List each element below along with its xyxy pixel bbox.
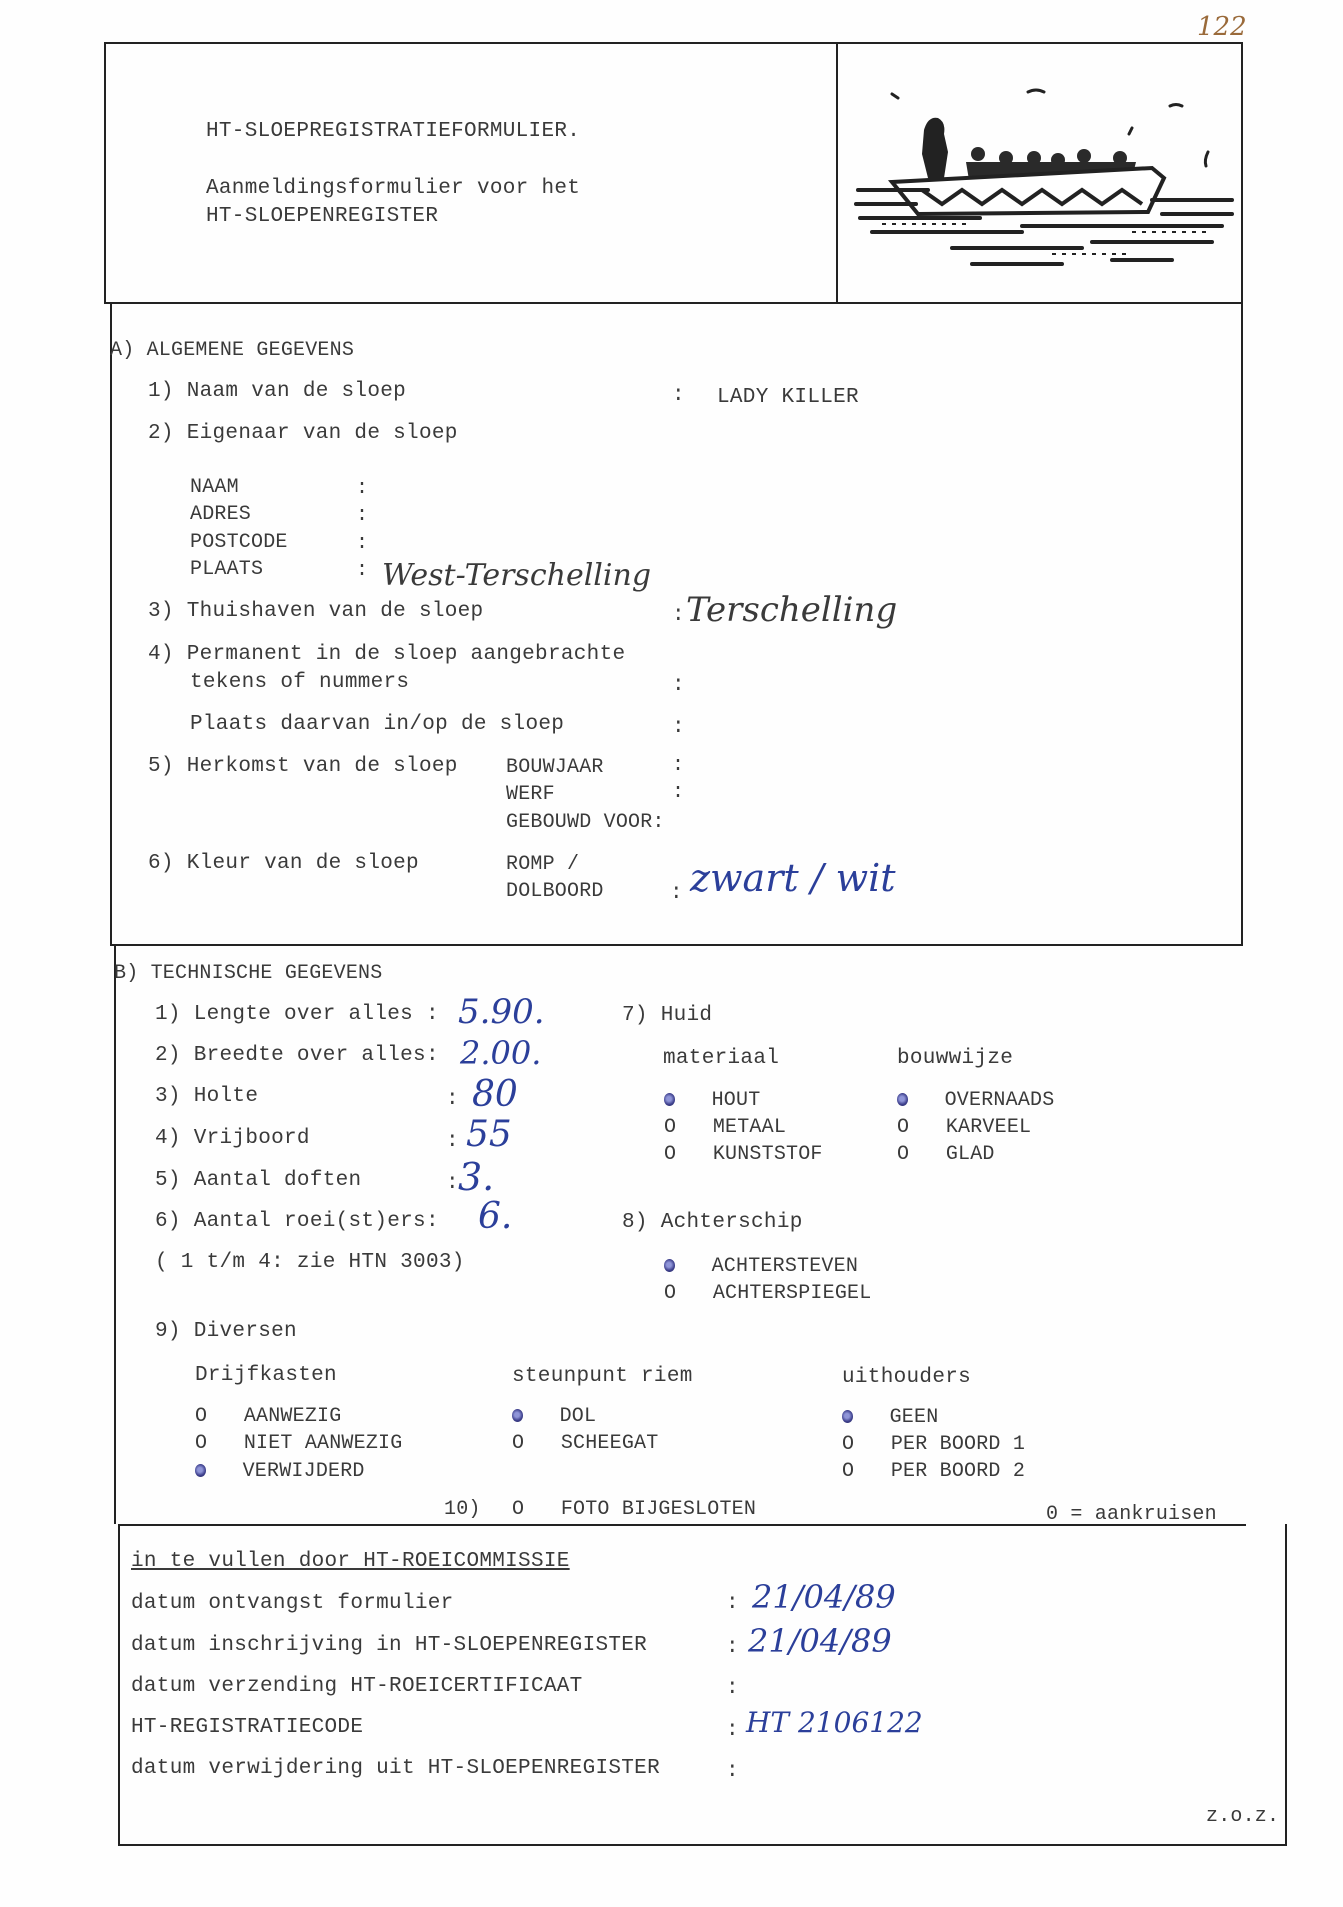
owner-naam-colon: : [356,477,369,500]
a-q4-colon: : [672,674,685,697]
page-number: 122 [1197,12,1247,42]
option-achterspiegel[interactable]: O ACHTERSPIEGEL [664,1282,872,1305]
rowing-boat-illustration [852,82,1242,288]
a-q1-colon: : [672,384,685,407]
a-q1-label: 1) Naam van de sloep [148,380,407,403]
b-q8-label: 8) Achterschip [622,1211,803,1234]
owner-adres-colon: : [356,504,369,527]
option-kunststof[interactable]: O KUNSTSTOF [664,1143,823,1166]
c-row1-label: datum ontvangst formulier [131,1592,454,1615]
a-q5-bouwjaar-colon: : [672,754,685,777]
a-q5-bouwjaar: BOUWJAAR [506,756,604,779]
c-row2-colon: : [726,1636,739,1659]
b-q3-colon: : [446,1088,459,1111]
uithouders-label: uithouders [842,1366,972,1389]
owner-plaats-label: PLAATS [190,558,264,581]
section-c-bottom-rule [118,1844,1287,1846]
owner-postcode-label: POSTCODE [190,531,288,554]
width-value: 2.00. [460,1034,542,1072]
b-q6-label: 6) Aantal roei(st)ers: [155,1210,439,1233]
c-row5-label: datum verwijdering uit HT-SLOEPENREGISTER [131,1757,660,1780]
home-port-value: Terschelling [686,590,898,630]
option-metaal[interactable]: O METAAL [664,1116,787,1139]
section-a-right-rule [1241,304,1243,946]
option-achtersteven[interactable]: ACHTERSTEVEN [664,1255,858,1278]
section-c-left-rule [118,1524,120,1846]
registration-code-value: HT 2106122 [746,1706,923,1739]
b-q9-label: 9) Diversen [155,1320,297,1343]
a-q5-label: 5) Herkomst van de sloep [148,755,458,778]
section-a-heading: A) ALGEMENE GEGEVENS [110,339,355,362]
a-q2-label: 2) Eigenaar van de sloep [148,422,458,445]
form-subtitle-line2: HT-SLOEPENREGISTER [206,205,439,228]
form-subtitle-line1: Aanmeldingsformulier voor het [206,177,581,200]
c-row4-colon: : [726,1719,739,1742]
length-value: 5.90. [458,992,545,1032]
a-q6-dolboord: DOLBOORD [506,880,604,903]
c-row1-colon: : [726,1592,739,1615]
c-row2-label: datum inschrijving in HT-SLOEPENREGISTER [131,1634,648,1657]
continue-overleaf: z.o.z. [1206,1805,1280,1828]
c-row3-colon: : [726,1677,739,1700]
a-q3-colon: : [672,604,685,627]
frame-left-rule-header [104,42,106,304]
a-q5-werf: WERF [506,783,555,806]
date-registered-value: 21/04/89 [748,1622,892,1660]
checked-mark-icon [512,1409,523,1422]
drijfkasten-label: Drijfkasten [195,1364,337,1387]
option-niet-aanwezig[interactable]: O NIET AANWEZIG [195,1432,403,1455]
a-q4-place-label: Plaats daarvan in/op de sloep [190,713,565,736]
option-overnaads[interactable]: OVERNAADS [897,1089,1054,1112]
owner-postcode-colon: : [356,532,369,555]
header-bottom-rule [104,302,1243,304]
a-q6-label: 6) Kleur van de sloep [148,852,419,875]
form-title: HT-SLOEPREGISTRATIEFORMULIER. [206,120,581,143]
a-q4-label-line2: tekens of nummers [190,671,410,694]
b-q4-colon: : [446,1130,459,1153]
freeboard-value: 55 [466,1114,512,1155]
owner-plaats-value: West-Terschelling [382,558,652,593]
a-q5-werf-colon: : [672,781,685,804]
materiaal-label: materiaal [663,1047,780,1070]
b-q5-label: 5) Aantal doften [155,1169,362,1192]
a-q4-place-colon: : [672,716,685,739]
b-q5-colon: : [446,1172,459,1195]
date-received-value: 21/04/89 [752,1578,896,1616]
option-aanwezig[interactable]: O AANWEZIG [195,1405,342,1428]
option-per-boord-2[interactable]: O PER BOORD 2 [842,1460,1026,1483]
checked-mark-icon [897,1093,908,1106]
option-dol[interactable]: DOL [512,1405,596,1428]
a-q6-colon: : [670,882,683,905]
steunpunt-label: steunpunt riem [512,1365,693,1388]
checked-mark-icon [664,1093,675,1106]
a-q4-label-line1: 4) Permanent in de sloep aangebrachte [148,643,626,666]
section-c-heading: in te vullen door HT-ROEICOMMISSIE [131,1550,570,1573]
owner-plaats-colon: : [356,559,369,582]
frame-top-rule [104,42,1243,44]
bouwwijze-label: bouwwijze [897,1047,1014,1070]
section-b-heading: B) TECHNISCHE GEGEVENS [114,962,383,985]
option-foto-bijgesloten[interactable]: O FOTO BIJGESLOTEN [512,1498,757,1521]
b-q1-label: 1) Lengte over alles : [155,1003,439,1026]
b-q7-label: 7) Huid [622,1004,713,1027]
b-q4-label: 4) Vrijboord [155,1127,310,1150]
option-hout[interactable]: HOUT [664,1089,760,1112]
a-q5-gebouwd-voor: GEBOUWD VOOR: [506,811,665,834]
b-q3-label: 3) Holte [155,1085,259,1108]
boat-name-value: LADY KILLER [717,386,859,409]
section-b-left-rule [114,946,116,1524]
header-divider-rule [836,42,838,304]
hull-color-value: zwart / wit [690,856,896,900]
rowers-value: 6. [478,1196,513,1237]
checked-mark-icon [664,1259,675,1272]
c-row4-label: HT-REGISTRATIECODE [131,1716,364,1739]
option-geen[interactable]: GEEN [842,1406,938,1429]
option-scheegat[interactable]: O SCHEEGAT [512,1432,659,1455]
b-note: ( 1 t/m 4: zie HTN 3003) [155,1251,465,1274]
checked-mark-icon [842,1410,853,1423]
b-q10-label: 10) [444,1498,481,1521]
owner-adres-label: ADRES [190,503,252,526]
option-verwijderd[interactable]: VERWIJDERD [195,1460,365,1483]
c-row3-label: datum verzending HT-ROEICERTIFICAAT [131,1675,583,1698]
c-row5-colon: : [726,1760,739,1783]
option-glad[interactable]: O GLAD [897,1143,995,1166]
thwarts-value: 3. [458,1155,495,1199]
b-q2-label: 2) Breedte over alles: [155,1044,439,1067]
a-q3-label: 3) Thuishaven van de sloep [148,600,484,623]
section-a-left-rule [110,304,112,946]
section-a-bottom-rule [110,944,1243,946]
section-c-right-rule [1285,1524,1287,1846]
marking-legend: 0 = aankruisen [1046,1503,1217,1526]
a-q6-romp: ROMP / [506,853,580,876]
checked-mark-icon [195,1464,206,1477]
owner-naam-label: NAAM [190,476,239,499]
depth-value: 80 [472,1074,518,1115]
option-karveel[interactable]: O KARVEEL [897,1116,1032,1139]
option-per-boord-1[interactable]: O PER BOORD 1 [842,1433,1026,1456]
